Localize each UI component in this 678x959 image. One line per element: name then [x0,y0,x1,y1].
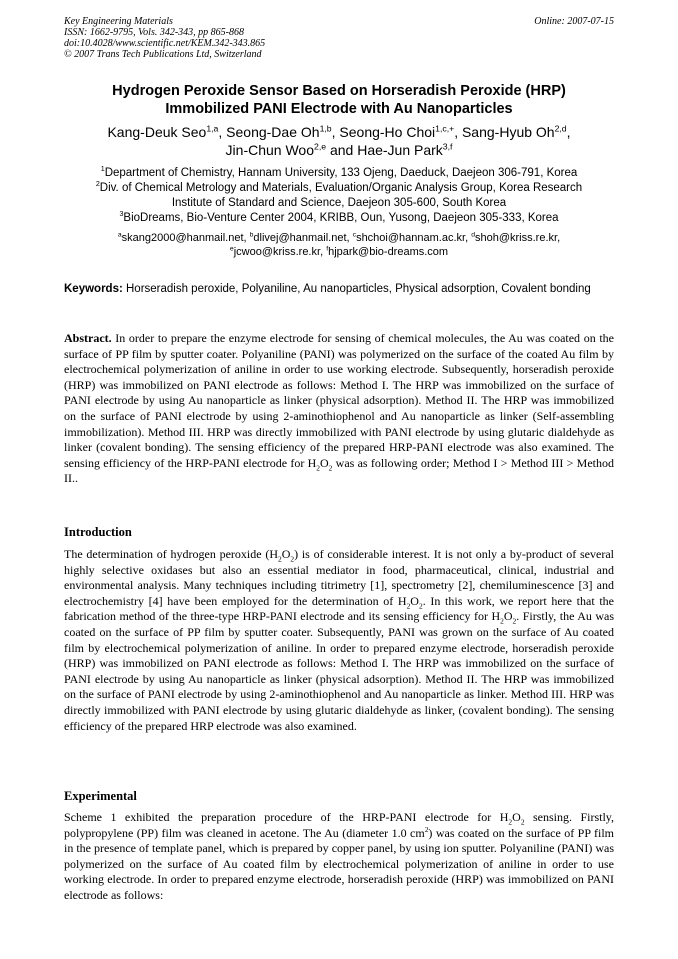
author-affil-mark: 2,e [314,141,327,152]
affiliation-number: 3 [119,210,124,219]
abstract-paragraph [64,331,614,487]
subscript: 2 [520,817,525,827]
affiliation-text: BioDreams, Bio-Venture Center 2004, KRIBB, Oun, Yusong, Daejeon 305-333, Korea [123,212,559,224]
subscript: 2 [512,616,517,626]
email-separator: , [346,232,353,244]
introduction-heading: Introduction [64,525,132,539]
author-affil-mark: 2,d [554,123,567,134]
body-text: The determination of hydrogen peroxide (H [64,547,278,561]
keywords-paragraph [64,282,614,297]
affiliation-2 [64,181,614,211]
email-mark: e [229,245,234,253]
experimental-paragraph [64,810,614,904]
author-affil-mark: 1,b [319,123,332,134]
affiliation-3 [64,211,614,226]
superscript: 2 [424,824,429,834]
keywords-text: Horseradish peroxide, Polyaniline, Au nanoparticles, Physical adsorption, Covalent bonding [122,283,591,295]
body-text: O [410,593,419,608]
body-text: ) is of considerable interest. It is not only a by-product of several highly selective oxidases but also an essential mediator in food, pharmaceutical, clinical, industrial and environmental analysis. Many techniques including titrimetry [1], spectrometry [2], chemiluminescence [3] and electrochemistry [4] have been employed for the determination of H [64,547,614,608]
email-address[interactable]: skang2000@hanmail.net [121,232,244,244]
author-separator: , [454,124,462,140]
title-line-1: Hydrogen Peroxide Sensor Based on Horseradish Peroxide (HRP) [112,83,566,99]
affiliation-1 [64,166,614,181]
author-separator: and [326,142,358,158]
abstract-label: Abstract. [64,331,112,345]
author-affil-mark: 1,a [206,123,219,134]
body-text: Scheme 1 exhibited the preparation procedure of the HRP-PANI electrode for H [64,810,509,824]
author-name: Kang-Deuk Seo [107,124,207,140]
online-date: Online: 2007-07-15 [534,16,614,27]
affiliation-text: Department of Chemistry, Hannam University, 133 Ojeng, Daeduck, Daejeon 306-791, Korea [104,167,578,179]
email-address[interactable]: dlivej@hanmail.net [253,232,347,244]
author-name: Hae-Jun Park [357,142,443,158]
email-mark: b [249,231,254,239]
body-text: O [503,609,513,624]
email-address[interactable]: shchoi@hannam.ac.kr [356,232,466,244]
body-text: O [512,810,521,824]
subscript: 2 [508,817,513,827]
journal-name: Key Engineering Materials [64,16,173,27]
affiliation-text: Institute of Standard and Science, Daejeon 305-600, South Korea [171,197,507,209]
email-separator: , [320,246,327,258]
email-mark: f [326,245,329,253]
subscript: 2 [328,463,333,473]
email-mark: d [471,231,475,239]
email-mark: a [117,231,122,239]
copyright-line: © 2007 Trans Tech Publications Ltd, Switzerland [64,49,262,60]
abstract-text: was as following order; Method I > Method III > Method II.. [64,455,614,486]
subscript: 2 [500,616,504,626]
body-text: O [281,547,291,561]
author-name: Sang-Hyub Oh [461,124,555,140]
abstract-text: In order to prepare the enzyme electrode for sensing of chemical molecules, the Au was coated on the surface of PP film by sputter coater. Polyaniline (PANI) was polymerized on the surface of the coated Au film by electrochemical polymerization of aniline in order to use working electrode. Subsequently, horseradish peroxide (HRP) was immobilized on PANI electrode as follows: Method I. The HRP was immobilized on the surface of PANI electrode by using Au nanoparticle as linker (physical adsorption). Method II. The HRP was immobilized on the surface of PANI electrode by using 2-aminothiophenol and Au nanoparticle as linker (Self-assembling immobilization). Method III. HRP was directly immobilized with PANI electrode by using glutaric dialdehyde as linker (covalent bonding). The sensing efficiency of the prepared HRP-PANI electrode was also examined. The sensing efficiency of the HRP-PANI electrode for H [64,331,614,470]
email-separator: , [243,232,250,244]
author-name: Seong-Dae Oh [226,124,320,140]
author-list [64,123,614,159]
paper-title [64,82,614,118]
subscript: 2 [418,601,423,611]
author-separator: , [566,124,571,140]
email-separator: , [557,232,561,244]
subscript: 2 [278,554,282,564]
abstract-text: O [319,455,329,470]
author-affil-mark: 1,c,+ [435,123,455,134]
title-line-2: Immobilized PANI Electrode with Au Nanoparticles [165,101,513,117]
subscript: 2 [316,463,320,473]
body-text: . In this work, we report here that the fabrication method of the three-type HRP-PANI electrode and its sensing efficiency for H [64,593,614,624]
author-name: Jin-Chun Woo [225,142,314,158]
body-text: sensing. Firstly, polypropylene (PP) film was cleaned in acetone. The Au (diameter 1.0 cm [64,810,614,840]
issn-line: ISSN: 1662-9795, Vols. 342-343, pp 865-868 [64,27,244,38]
email-address[interactable]: shoh@kriss.re.kr [475,232,558,244]
author-separator: , [331,124,340,140]
keywords-label: Keywords: [64,283,123,295]
author-separator: , [218,124,227,140]
body-text: . Firstly, the Au was coated on the surface of PP film by sputter coater. Subsequently, PANI was grown on the surface of Au coated film by electrochemical polymerization of aniline. In order to prepared enzyme electrode, horseradish peroxide (HRP) was immobilized on PANI electrode as follows: Method I. The HRP was immobilized on the surface of PANI electrode by using Au nanoparticle as linker (physical adsorption). Method II. The HRP was immobilized on the surface of PANI electrode by using 2-aminothiophenol and Au nanoparticle as linker. Method III. HRP was directly immobilized with PANI electrode by using glutaric dialdehyde as linker, (covalent bonding). The sensing efficiency of the prepared HRP electrode was also examined. [64,609,615,733]
journal-header [64,16,614,60]
email-separator: , [465,232,472,244]
doi-line: doi:10.4028/www.scientific.net/KEM.342-343.865 [64,38,266,49]
subscript: 2 [406,601,411,611]
affiliation-text: Div. of Chemical Metrology and Materials, Evaluation/Organic Analysis Group, Korea Research [99,182,583,194]
email-list [64,231,614,259]
body-text: ) was coated on the surface of PP film in the presence of template panel, which is prepared by copper panel, by using ion sputter. Polyaniline (PANI) was polymerized on the surface of Au coated film by electrochemical polymerization of aniline in order to use working electrode. In order to prepared enzyme electrode, horseradish peroxide (HRP) was immobilized on PANI electrode as follows: [64,825,614,902]
email-address[interactable]: jcwoo@kriss.re.kr [233,246,321,258]
affiliation-list [64,166,614,226]
email-address[interactable]: hjpark@bio-dreams.com [328,246,449,258]
affiliation-number: 1 [100,165,105,174]
experimental-heading: Experimental [64,789,137,803]
email-mark: c [352,231,357,239]
subscript: 2 [290,554,295,564]
author-affil-mark: 3,f [442,141,453,152]
author-name: Seong-Ho Choi [339,124,436,140]
affiliation-number: 2 [95,180,100,189]
introduction-paragraph [64,547,614,734]
